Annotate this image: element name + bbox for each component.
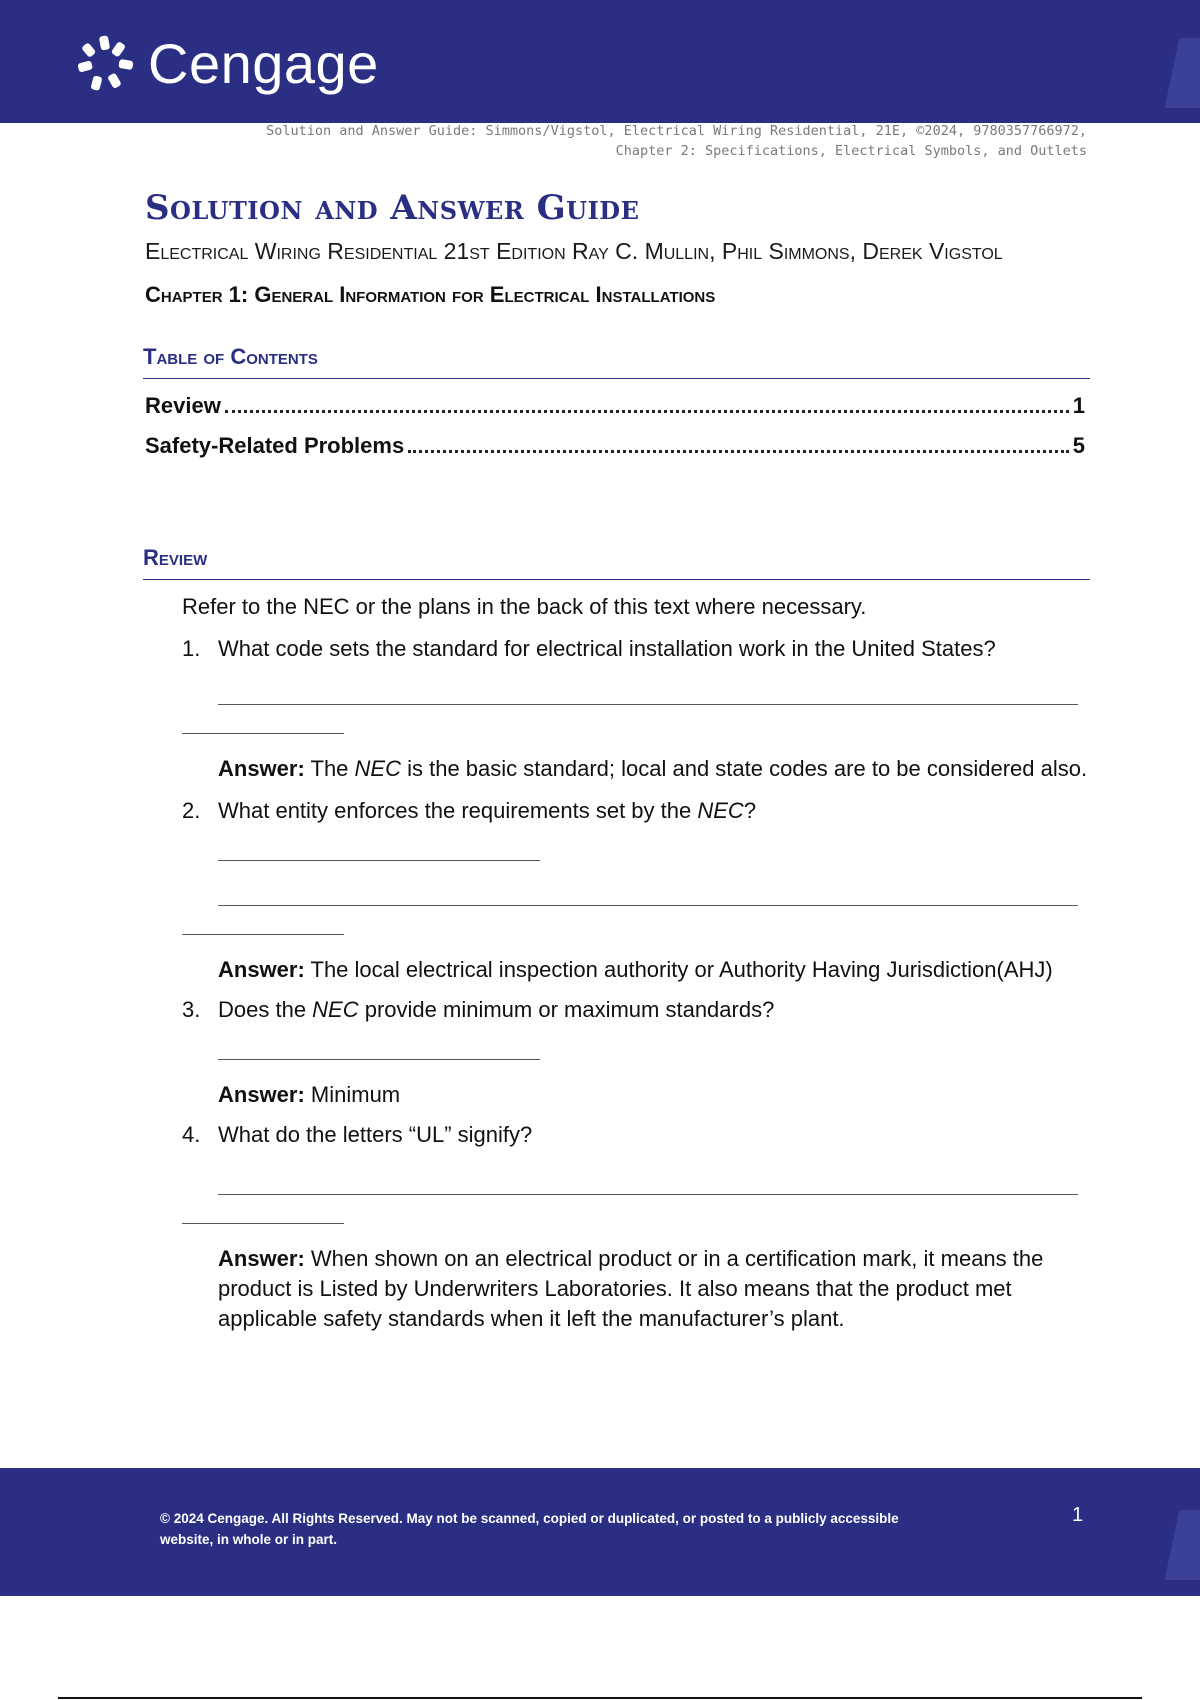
cengage-logo-icon — [74, 34, 138, 94]
answer-3 — [218, 1080, 1088, 1110]
answer-blank-line — [182, 934, 344, 935]
question-text-part: Does the — [218, 997, 313, 1022]
question-text-part: provide minimum or maximum standards? — [358, 997, 775, 1022]
question-1 — [182, 634, 1090, 664]
answer-text: When shown on an electrical product or in a certification mark, it means the product is Listed by Underwriters Laboratories. It also means that the product met applicable safety standards when it left the manufacturer’s plant. — [218, 1246, 1044, 1331]
question-text: What code sets the standard for electrical installation work in the United States? — [218, 636, 996, 661]
review-heading: Review — [143, 545, 1090, 580]
corner-decoration — [1165, 1510, 1200, 1580]
toc-leader-dots — [408, 450, 1069, 453]
toc-entry-safety-related-problems[interactable] — [145, 433, 1085, 473]
answer-2 — [218, 955, 1088, 985]
question-emphasis: NEC — [312, 997, 359, 1022]
answer-label: Answer: — [218, 1082, 305, 1107]
answer-label: Answer: — [218, 957, 305, 982]
question-text-part: ? — [743, 798, 757, 823]
answer-blank-line — [218, 704, 1078, 705]
question-2 — [182, 796, 1090, 826]
answer-blank-line — [218, 1194, 1078, 1195]
book-citation: Electrical Wiring Residential 21st Edition Ray C. Mullin, Phil Simmons, Derek Vigstol — [145, 238, 1003, 264]
answer-blank-line — [218, 905, 1078, 906]
toc-entry-label: Review — [145, 393, 221, 418]
cengage-logo[interactable] — [74, 34, 379, 94]
question-text-part: What entity enforces the requirements set by the — [218, 798, 698, 823]
answer-blank-line — [182, 1223, 344, 1224]
answer-label: Answer: — [218, 756, 305, 781]
question-number: 1. — [182, 636, 201, 661]
document-title: Solution and Answer Guide — [145, 188, 640, 228]
answer-emphasis: NEC — [354, 756, 401, 781]
toc-heading: Table of Contents — [143, 344, 1090, 379]
header-band — [0, 0, 1200, 123]
toc-leader-dots — [225, 410, 1069, 413]
answer-text: The — [304, 756, 355, 781]
toc-entry-review[interactable] — [145, 393, 1085, 433]
question-4 — [182, 1120, 1090, 1150]
bottom-divider — [58, 1697, 1142, 1699]
answer-blank-line — [182, 733, 344, 734]
review-intro: Refer to the NEC or the plans in the back of this text where necessary. — [182, 594, 867, 619]
toc-entry-page: 5 — [1072, 433, 1085, 458]
answer-label: Answer: — [218, 1246, 305, 1271]
running-head — [266, 121, 1087, 161]
question-number: 4. — [182, 1122, 201, 1147]
question-text — [218, 995, 1090, 1025]
table-of-contents — [145, 393, 1085, 473]
answer-4 — [218, 1244, 1088, 1334]
answer-text: The local electrical inspection authority or Authority Having Jurisdiction(AHJ) — [304, 957, 1053, 982]
brand-name: Cengage — [148, 32, 379, 95]
corner-decoration — [1165, 38, 1200, 108]
page-number: 1 — [1072, 1504, 1084, 1526]
chapter-title: Chapter 1: General Information for Electrical Installations — [145, 282, 716, 307]
question-text — [218, 796, 1090, 826]
answer-text: Minimum — [304, 1082, 401, 1107]
answer-blank-line — [218, 860, 540, 861]
toc-entry-page: 1 — [1072, 393, 1085, 418]
running-head-line2: Chapter 2: Specifications, Electrical Symbols, and Outlets — [615, 143, 1087, 159]
page-content — [145, 180, 1090, 1334]
copyright-notice: © 2024 Cengage. All Rights Reserved. May not be scanned, copied or duplicated, or posted to a publicly accessible website, in whole or in part. — [160, 1511, 899, 1547]
question-emphasis: NEC — [697, 798, 744, 823]
question-3 — [182, 995, 1090, 1025]
answer-1 — [218, 754, 1088, 784]
question-text: What do the letters “UL” signify? — [218, 1122, 533, 1147]
question-number: 2. — [182, 798, 201, 823]
toc-entry-label: Safety-Related Problems — [145, 433, 405, 458]
answer-text: is the basic standard; local and state codes are to be considered also. — [401, 756, 1088, 781]
running-head-line1: Solution and Answer Guide: Simmons/Vigstol, Electrical Wiring Residential, 21E, ©2024, 9780357766972, — [266, 123, 1087, 139]
answer-blank-line — [218, 1059, 540, 1060]
footer-band — [0, 1468, 1200, 1596]
question-number: 3. — [182, 997, 201, 1022]
